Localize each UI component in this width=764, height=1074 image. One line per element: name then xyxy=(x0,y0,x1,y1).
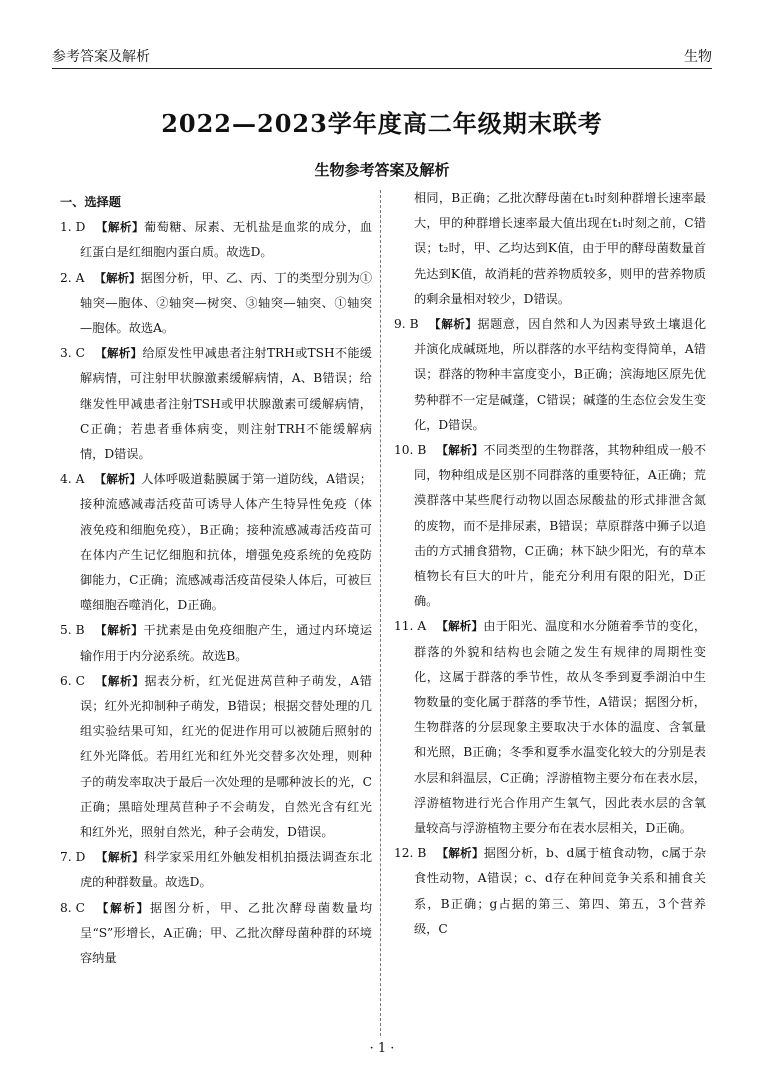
answer-ans: B xyxy=(75,623,85,638)
answer-num: 6. xyxy=(60,673,72,688)
column-divider xyxy=(380,190,381,1036)
answer-num: 3. xyxy=(60,346,72,361)
answer-ans: D xyxy=(75,220,86,235)
answer-item xyxy=(60,467,372,618)
answer-item xyxy=(394,312,706,438)
answer-item xyxy=(60,845,372,895)
answer-ans: C xyxy=(75,346,85,361)
answer-ans: D xyxy=(75,850,86,865)
answer-text: 干扰素是由免疫细胞产生，通过内环境运输作用于内分泌系统。故选B。 xyxy=(80,623,373,663)
header-left: 参考答案及解析 xyxy=(52,49,150,65)
answer-num: 7. xyxy=(60,850,72,865)
answer-text: 不同类型的生物群落，其物种组成一般不同，物种组成是区别不同群落的重要特征，A正确；荒漠群落中某些爬行动物以固态尿酸盐的形式排泄含氮的废物，而不是排尿素，B错误；草原群落中狮子以追击的方式捕食猎物，C正确；林下缺少阳光，有的草本植物长有巨大的叶片，能充分利用有限的阳光，D正确。 xyxy=(414,443,707,609)
answer-tag: 【解析】 xyxy=(94,346,143,361)
running-header xyxy=(52,44,712,69)
answer-text: 人体呼吸道黏膜属于第一道防线，A错误；接种流感减毒活疫苗可诱导人体产生特异性免疫（体液免疫和细胞免疫），B正确；接种流感减毒活疫苗可在体内产生记忆细胞和抗体，增强免疫系统的免疫防御能力，C正确；流感减毒活疫苗侵染人体后，可被巨噬细胞吞噬消化，D正确。 xyxy=(80,472,372,613)
answer-num: 2. xyxy=(60,270,72,285)
answer-text: 科学家采用红外触发相机拍摄法调查东北虎的种群数量。故选D。 xyxy=(80,850,373,890)
answer-item xyxy=(394,841,706,942)
answer-ans: A xyxy=(75,472,85,487)
page-number: · 1 · xyxy=(369,1041,395,1056)
answer-tag: 【解析】 xyxy=(94,623,144,638)
answer-text: 据题意，因自然和人为因素导致土壤退化并演化成碱斑地，所以群落的水平结构变得简单，A错误；群落的物种丰富度变小，B正确；滨海地区原先优势种群不一定是碱蓬，C错误；碱蓬的生态位会发生变化，D错误。 xyxy=(414,317,707,432)
answer-tag: 【解析】 xyxy=(94,900,150,915)
answer-text: 葡萄糖、尿素、无机盐是血浆的成分，血红蛋白是红细胞内蛋白质。故选D。 xyxy=(80,220,373,260)
answer-ans: B xyxy=(417,846,427,861)
answer-text: 给原发性甲减患者注射TRH或TSH不能缓解病情，可注射甲状腺激素缓解病情，A、B错误；给继发性甲减患者注射TSH或甲状腺激素可缓解病情，C正确；若患者垂体病变，则注射TRH不能缓解病情，D错误。 xyxy=(80,346,372,462)
answer-tag: 【解析】 xyxy=(94,270,141,285)
answer-item xyxy=(60,669,372,845)
answer-ans: B xyxy=(417,443,427,458)
answer-tag: 【解析】 xyxy=(94,673,145,688)
answer-text: 据图分析，b、d属于植食动物，c属于杂食性动物，A错误；c、d存在种间竞争关系和捕食关系，B正确；g占据的第三、第四、第五，3个营养级，C xyxy=(414,846,707,936)
answer-ans: A xyxy=(75,270,85,285)
answer-text: 据图分析，甲、乙、丙、丁的类型分别为①轴突—胞体、②轴突—树突、③轴突—轴突、①轴突—胞体。故选A。 xyxy=(80,270,373,336)
answer-text: 由于阳光、温度和水分随着季节的变化，群落的外貌和结构也会随之发生有规律的周期性变化，这属于群落的季节性，故从冬季到夏季湖泊中生物数量的变化属于群落的季节性，A错误；据图分析，生物群落的分层现象主要取决于水体的温度、含氧量和光照，B正确；冬季和夏季水温变化较大的分别是表水层和斜温层，C正确；浮游植物主要分布在表水层，浮游植物进行光合作用产生氧气，因此表水层的含氧量较高与浮游植物主要分布在表水层相关，D正确。 xyxy=(414,619,707,836)
answer-tag: 【解析】 xyxy=(94,472,142,487)
answer-num: 1. xyxy=(60,220,72,235)
answer-text: 据表分析，红光促进莴苣种子萌发，A错误；红外光抑制种子萌发，B错误；根据交替处理的几组实验结果可知，红光的促进作用可以被随后照射的红外光降低。若用红光和红外光交替多次处理，则种子的萌发率取决于最后一次处理的是哪种波长的光，C正确；黑暗处理莴苣种子不会萌发，自然光含有红光和红外光，照射自然光，种子会萌发，D错误。 xyxy=(80,673,372,840)
answer-num: 9. xyxy=(394,317,406,332)
section-heading: 一、选择题 xyxy=(60,195,121,209)
answer-num: 4. xyxy=(60,472,72,487)
left-column xyxy=(60,190,372,971)
answer-item xyxy=(394,614,706,841)
answer-num: 8. xyxy=(60,900,72,915)
answer-num: 12. xyxy=(394,846,414,861)
answer-item xyxy=(60,215,372,265)
answer-num: 11. xyxy=(394,619,414,634)
answer-tag: 【解析】 xyxy=(95,220,144,235)
continuation-paragraph: 相同，B正确；乙批次酵母菌在t₁时刻种群增长速率最大，甲的种群增长速率最大值出现在t₁时刻之前，C错误；t₂时，甲、乙均达到K值，由于甲的酵母菌数量首先达到K值，故消耗的营养物质较多，则甲的营养物质的剩余量相对较少，D错误。 xyxy=(414,191,706,306)
answer-tag: 【解析】 xyxy=(436,619,484,634)
answer-ans: C xyxy=(75,900,85,915)
answer-tag: 【解析】 xyxy=(436,846,484,861)
answer-item xyxy=(60,618,372,668)
answer-item xyxy=(60,266,372,342)
answer-tag: 【解析】 xyxy=(95,850,144,865)
answer-tag: 【解析】 xyxy=(428,317,478,332)
answer-item xyxy=(60,896,372,972)
answer-tag: 【解析】 xyxy=(436,443,484,458)
page-title: 2022—2023学年度高二年级期末联考 xyxy=(161,109,603,138)
answer-ans: A xyxy=(417,619,427,634)
answer-ans: B xyxy=(409,317,419,332)
answer-num: 5. xyxy=(60,623,72,638)
answer-item xyxy=(394,438,706,614)
answer-ans: C xyxy=(75,673,85,688)
left-answer-list xyxy=(60,215,372,971)
answer-num: 10. xyxy=(394,443,414,458)
answer-item xyxy=(60,341,372,467)
page-subtitle: 生物参考答案及解析 xyxy=(314,161,450,179)
answer-text: 据图分析，甲、乙批次酵母菌数量均呈“S”形增长，A正确；甲、乙批次酵母菌种群的环境容纳量 xyxy=(80,900,373,966)
header-right: 生物 xyxy=(684,49,712,65)
right-column xyxy=(394,186,706,942)
right-answer-list xyxy=(394,312,706,942)
